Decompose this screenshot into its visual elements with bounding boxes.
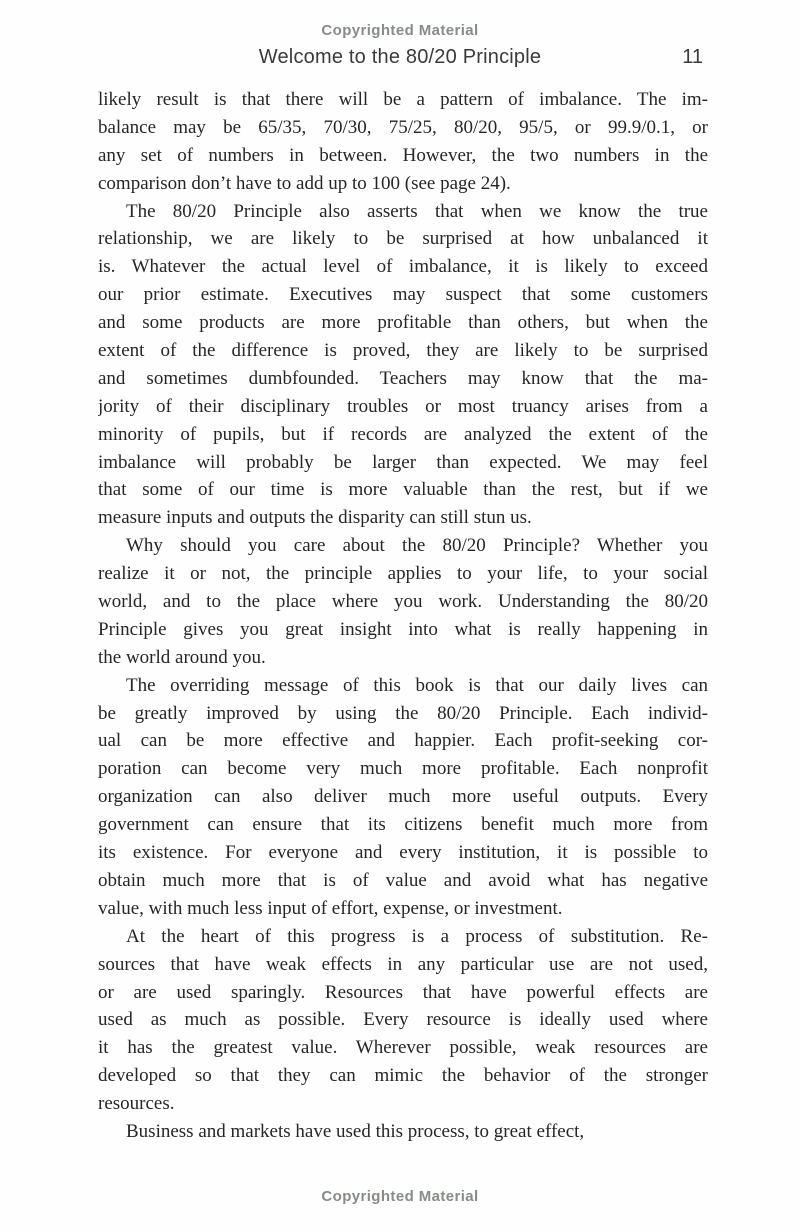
text-line: and sometimes dumbfounded. Teachers may know that the ma- [98, 367, 708, 389]
paragraph [98, 532, 708, 671]
text-line: comparison don’t have to add up to 100 (see page 24). [98, 172, 511, 194]
text-line: relationship, we are likely to be surprised at how unbalanced it [98, 228, 708, 250]
running-head-title: Welcome to the 80/20 Principle [258, 46, 542, 68]
text-line: our prior estimate. Executives may suspect that some customers [98, 284, 708, 306]
copyright-notice-bottom: Copyrighted Material [321, 1188, 479, 1205]
paragraph [98, 672, 708, 923]
text-line: balance may be 65/35, 70/30, 75/25, 80/20, 95/5, or 99.9/0.1, or [98, 116, 708, 138]
text-line: value, with much less input of effort, expense, or investment. [98, 897, 563, 919]
body-text [98, 86, 708, 1146]
paragraph [98, 198, 708, 533]
page-header [0, 46, 800, 72]
page-number: 11 [682, 46, 703, 68]
text-line: or are used sparingly. Resources that have powerful effects are [98, 981, 708, 1003]
text-line: be greatly improved by using the 80/20 Principle. Each individ- [98, 702, 708, 724]
text-line: and some products are more profitable than others, but when the [98, 312, 708, 334]
text-line: that some of our time is more valuable than the rest, but if we [98, 479, 708, 501]
text-line: jority of their disciplinary troubles or most truancy arises from a [98, 395, 708, 417]
text-line: world, and to the place where you work. Understanding the 80/20 [98, 591, 708, 613]
text-line: used as much as possible. Every resource is ideally used where [98, 1009, 708, 1031]
text-line: measure inputs and outputs the disparity can still stun us. [98, 507, 532, 529]
text-line: extent of the difference is proved, they are likely to be surprised [98, 340, 708, 362]
text-line: Why should you care about the 80/20 Principle? Whether you [126, 535, 708, 557]
text-line: the world around you. [98, 646, 266, 668]
text-line: ual can be more effective and happier. Each profit-seeking cor- [98, 730, 708, 752]
text-line: organization can also deliver much more useful outputs. Every [98, 786, 708, 808]
text-line: The 80/20 Principle also asserts that when we know the true [126, 200, 708, 222]
text-line: likely result is that there will be a pattern of imbalance. The im- [98, 89, 708, 110]
paragraph [98, 1118, 708, 1146]
text-line: The overriding message of this book is that our daily lives can [126, 674, 708, 696]
text-line: poration can become very much more profitable. Each nonprofit [98, 758, 708, 780]
text-line: At the heart of this progress is a process of substitution. Re- [126, 925, 708, 947]
paragraph [98, 923, 708, 1118]
paragraph [98, 86, 708, 198]
text-line: resources. [98, 1093, 175, 1115]
text-line: government can ensure that its citizens benefit much more from [98, 814, 708, 836]
text-line: any set of numbers in between. However, the two numbers in the [98, 144, 708, 166]
text-line: is. Whatever the actual level of imbalance, it is likely to exceed [98, 256, 708, 278]
text-line: Principle gives you great insight into what is really happening in [98, 618, 708, 640]
text-line: realize it or not, the principle applies to your life, to your social [98, 563, 708, 585]
text-line: sources that have weak effects in any particular use are not used, [98, 953, 708, 975]
copyright-notice-top: Copyrighted Material [321, 22, 479, 39]
text-line: it has the greatest value. Wherever possible, weak resources are [98, 1037, 708, 1059]
text-line: minority of pupils, but if records are analyzed the extent of the [98, 423, 708, 445]
text-line: Business and markets have used this process, to great effect, [126, 1120, 585, 1142]
text-line: developed so that they can mimic the behavior of the stronger [98, 1065, 708, 1087]
text-line: its existence. For everyone and every institution, it is possible to [98, 842, 708, 864]
text-line: obtain much more that is of value and avoid what has negative [98, 869, 708, 891]
text-line: imbalance will probably be larger than expected. We may feel [98, 451, 708, 473]
